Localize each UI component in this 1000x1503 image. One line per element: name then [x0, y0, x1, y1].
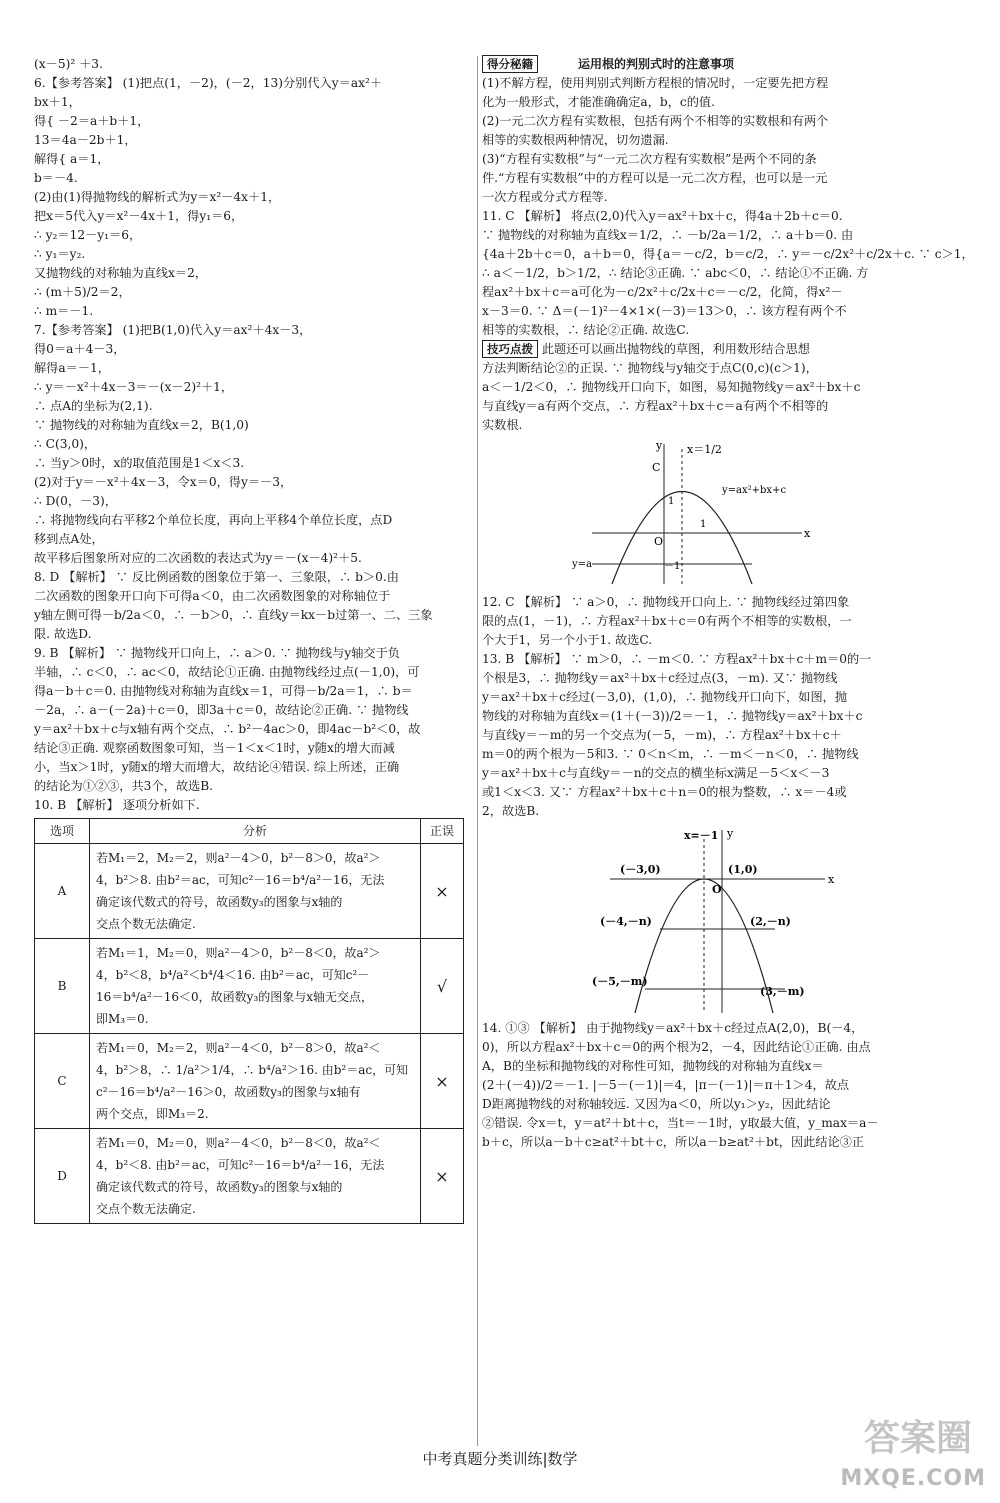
graph1-label-1: 1	[668, 496, 675, 507]
graph1-label-C: C	[652, 461, 661, 474]
analysis-line: 4，b²＞8，∴ 1/a²＞1/4，∴ b⁴/a²＞16. 由b²＝ac，可知	[96, 1063, 409, 1077]
analysis-line: 4，b²＜8. 由b²＝ac，可知c²－16＝b⁴/a²－16，无法	[96, 1158, 385, 1172]
left-lines-line: 9. B 【解析】 ∵ 抛物线开口向上，∴ a＞0. ∵ 抛物线与y轴交于负	[34, 646, 400, 660]
left-lines-line: －2a，∴ a－(－2a)＋c＝0，即3a＋c＝0，故结论②正确. ∵ 抛物线	[34, 703, 409, 717]
left-lines-line: b＝－4.	[34, 171, 78, 185]
analysis-line: 交点个数无法确定.	[96, 1202, 196, 1216]
analysis-line: 4，b²＜8，b⁴/a²＜b⁴/4＜16. 由b²＝ac，可知c²－	[96, 968, 370, 982]
table-header-analysis: 分析	[90, 819, 421, 844]
left-lines-line: ∴ 点A的坐标为(2,1).	[34, 399, 153, 413]
table-cell-analysis	[90, 1034, 421, 1129]
left-lines-line: ∴ (m＋5)/2＝2，	[34, 285, 131, 299]
q13-line: y＝ax²＋bx＋c经过(－3,0)，(1,0)，∴ 抛物线开口向下，如图，抛	[482, 690, 848, 704]
q11-line: x－3＝0. ∵ Δ＝(－1)²－4×1×(－3)＝13＞0，∴ 该方程有两个不	[482, 304, 847, 318]
graph2-label-p4: (2,－n)	[750, 915, 791, 928]
left-lines-line: ∴ m＝－1.	[34, 304, 94, 318]
analysis-line: 即M₃＝0.	[96, 1012, 149, 1026]
tip1-line: 一次方程或分式方程等.	[482, 190, 608, 204]
graph1-label-x: x	[804, 527, 811, 540]
left-lines-line: 的结论为①②③，共3个，故选B.	[34, 779, 214, 793]
graph2-label-x: x	[828, 873, 835, 886]
left-lines-line: 故平移后图象所对应的二次函数的表达式为y＝－(x－4)²＋5.	[34, 551, 362, 565]
graph2-label-O: O	[712, 883, 722, 896]
table-cell-result: ×	[421, 844, 464, 939]
left-lines-line: ∴ y＝－x²＋4x－3＝－(x－2)²＋1，	[34, 380, 234, 394]
left-lines-line: 13＝4a－2b＋1，	[34, 133, 137, 147]
table-header-result: 正误	[421, 819, 464, 844]
question-11	[482, 207, 972, 340]
table-cell-result: ×	[421, 1129, 464, 1224]
left-lines-line: 得0＝a＋4－3，	[34, 342, 126, 356]
left-lines-line: ∴ D(0，－3)，	[34, 494, 117, 508]
left-lines-line: ∴ 将抛物线向右平移2个单位长度，再向上平移4个单位长度，点D	[34, 513, 393, 527]
left-lines-line: ∵ 抛物线的对称轴为直线x＝2，B(1,0)	[34, 418, 249, 432]
graph1-label-1-x: 1	[700, 519, 707, 530]
tip-scoring-text	[482, 74, 972, 207]
left-lines-line: 6.【参考答案】 (1)把点(1，－2)，(－2，13)分别代入y＝ax²＋	[34, 76, 383, 90]
graph1-label-line: y=a	[572, 559, 592, 570]
table-cell-option: B	[35, 939, 90, 1034]
left-lines-line: 7.【参考答案】 (1)把B(1,0)代入y＝ax²＋4x－3，	[34, 323, 312, 337]
left-lines-line: y轴左侧可得－b/2a＜0，∴ －b＞0，∴ 直线y＝kx－b过第一、二、三象	[34, 608, 433, 622]
q11-line: 程ax²＋bx＋c＝a可化为－c/2x²＋c/2x＋c＝－c/2，化简，得x²－	[482, 285, 843, 299]
analysis-table	[34, 818, 464, 1224]
watermark-text: MXQE.COM	[840, 1466, 986, 1491]
q14-line: D距离抛物线的对称轴较远. 又因为a＜0，所以y₁＞y₂，因此结论	[482, 1097, 831, 1111]
table-row	[35, 1129, 464, 1224]
tip1-line: 相等的实数根两种情况，切勿遗漏.	[482, 133, 669, 147]
tip-technique-first-line: 此题还可以画出抛物线的草图，利用数形结合思想	[541, 342, 810, 356]
analysis-line: 确定该代数式的符号，故函数y₃的图象与x轴的	[96, 1180, 343, 1194]
graph2-label-y: y	[727, 827, 734, 840]
analysis-line: 若M₁＝1，M₂＝0，则a²－4＞0，b²－8＜0，故a²＞	[96, 946, 381, 960]
q11-line: 11. C 【解析】 将点(2,0)代入y＝ax²＋bx＋c，得4a＋2b＋c＝0.	[482, 209, 843, 223]
left-lines-line: ∴ C(3,0)，	[34, 437, 97, 451]
q14-line: 14. ①③ 【解析】 由于抛物线y＝ax²＋bx＋c经过点A(2,0)，B(－4，	[482, 1021, 864, 1035]
tip-label-scoring: 得分秘籍	[482, 55, 538, 73]
left-lines-line: ∴ y₁＝y₂.	[34, 247, 86, 261]
table-row	[35, 939, 464, 1034]
q14-line: b＋c，所以a－b＋c≥at²＋bt＋c，所以a－b≥at²＋bt，因此结论③正	[482, 1135, 865, 1149]
left-lines-line: bx＋1，	[34, 95, 81, 109]
question-14	[482, 1019, 972, 1152]
tip1-line: 化为一般形式，才能准确确定a，b，c的值.	[482, 95, 715, 109]
left-lines-line: 得{ －2＝a＋b＋1，	[34, 114, 150, 128]
left-lines-line: 8. D 【解析】 ∵ 反比例函数的图象位于第一、三象限，∴ b＞0.由	[34, 570, 399, 584]
tip-title: 运用根的判别式时的注意事项	[578, 57, 735, 71]
graph1-label-x-eq: x＝1/2	[687, 443, 722, 456]
tip1-line: (2)一元二次方程有实数根，包括有两个不相等的实数根和有两个	[482, 114, 829, 128]
q12-line: 限的点(1，－1)，∴ 方程ax²＋bx＋c＝0有两个不相等的实数根，一	[482, 614, 852, 628]
left-lines-line: 解得a＝－1，	[34, 361, 110, 375]
q12-line: 12. C 【解析】 ∵ a＞0，∴ 抛物线开口向上. ∵ 抛物线经过第四象	[482, 595, 850, 609]
table-cell-analysis	[90, 939, 421, 1034]
graph1-label-curve: y=ax²+bx+c	[722, 485, 787, 496]
left-text-block	[34, 55, 474, 815]
left-lines-line: ∴ y₂＝12－y₁＝6，	[34, 228, 142, 242]
q11-line: 相等的实数根，∴ 结论②正确. 故选C.	[482, 323, 690, 337]
table-cell-option: A	[35, 844, 90, 939]
q13-line: 与直线y＝－m的另一个交点为(－5，－m)，∴ 方程ax²＋bx＋c＋	[482, 728, 842, 742]
q14-line: ②错误. 令x＝t，y＝at²＋bt＋c，当t＝－1时，y取最大值，y_max＝a－	[482, 1116, 879, 1130]
graph2-label-p6: (3,－m)	[760, 985, 805, 998]
analysis-line: 若M₁＝0，M₂＝0，则a²－4＜0，b²－8＜0，故a²＜	[96, 1136, 381, 1150]
page-footer: 中考真题分类训练|数学	[422, 1450, 578, 1468]
left-lines-line: (x－5)² ＋3.	[34, 57, 103, 71]
table-header-option: 选项	[35, 819, 90, 844]
q11-line: {4a＋2b＋c＝0，a＋b＝0，得{a＝－c/2，b＝c/2，∴ y＝－c/2x²＋c/2x＋c. ∵ c＞1，	[482, 247, 974, 261]
graph2-label-p5: (－5,－m)	[592, 975, 648, 988]
analysis-line: 若M₁＝0，M₂＝2，则a²－4＜0，b²－8＞0，故a²＜	[96, 1041, 381, 1055]
left-lines-line: (2)对于y＝－x²＋4x－3，令x＝0，得y＝－3，	[34, 475, 293, 489]
table-cell-analysis	[90, 1129, 421, 1224]
q11-line: ∴ a＜－1/2，b＞1/2，∴ 结论③正确. ∵ abc＜0，∴ 结论①不正确. 方	[482, 266, 869, 280]
table-cell-option: D	[35, 1129, 90, 1224]
table-cell-result: ×	[421, 1034, 464, 1129]
left-lines-line: 限. 故选D.	[34, 627, 92, 641]
watermark-logo: 答案圈	[863, 1418, 972, 1459]
tip1-line: (3)“方程有实数根”与“一元二次方程有实数根”是两个不同的条	[482, 152, 817, 166]
tip2-line: 与直线y＝a有两个交点，∴ 方程ax²＋bx＋c＝a有两个不相等的	[482, 399, 829, 413]
graph1-label-O: O	[654, 535, 664, 548]
tip1-line: (1)不解方程，使用判别式判断方程根的情况时，一定要先把方程	[482, 76, 829, 90]
table-cell-analysis	[90, 844, 421, 939]
tip2-line: a＜－1/2＜0，∴ 抛物线开口向下，如图，易知抛物线y＝ax²＋bx＋c	[482, 380, 861, 394]
right-column	[482, 55, 972, 1152]
left-lines-line: 又抛物线的对称轴为直线x＝2，	[34, 266, 208, 280]
q13-line: 物线的对称轴为直线x＝(1＋(－3))/2＝－1，∴ 抛物线y＝ax²＋bx＋c	[482, 709, 863, 723]
left-lines-line: 结论③正确. 观察函数图象可知，当－1＜x＜1时，y随x的增大而减	[34, 741, 395, 755]
graph1-label-y: y	[656, 439, 663, 452]
q13-line: 个根是3，∴ 抛物线y＝ax²＋bx＋c经过点(3，－m). 又∵ 抛物线	[482, 671, 838, 685]
parabola-graph-1	[572, 439, 822, 589]
q13-line: m＝0的两个根为－5和3. ∵ 0＜n＜m，∴ －m＜－n＜0，∴ 抛物线	[482, 747, 859, 761]
left-lines-line: 移到点A处，	[34, 532, 104, 546]
q13-line: 2，故选B.	[482, 804, 540, 818]
graph2-label-p2: (1,0)	[728, 863, 758, 876]
table-cell-option: C	[35, 1034, 90, 1129]
left-lines-line: 10. B 【解析】 逐项分析如下.	[34, 798, 200, 812]
left-lines-line: 得a－b＋c＝0. 由抛物线对称轴为直线x＝1，可得－b/2a＝1，∴ b＝	[34, 684, 413, 698]
q13-line: y＝ax²＋bx＋c与直线y＝－n的交点的横坐标x满足－5＜x＜－3	[482, 766, 830, 780]
analysis-line: 交点个数无法确定.	[96, 917, 196, 931]
graph2-label-p1: (－3,0)	[620, 863, 661, 876]
graph1-label-neg1: －1	[664, 561, 681, 572]
question-13	[482, 650, 972, 821]
left-lines-line: 二次函数的图象开口向下可得a＜0，由二次函数图象的对称轴位于	[34, 589, 391, 603]
analysis-line: 4，b²＞8. 由b²＝ac，可知c²－16＝b⁴/a²－16，无法	[96, 873, 385, 887]
analysis-line: c²－16＝b⁴/a²－16＞0，故函数y₃的图象与x轴有	[96, 1085, 361, 1099]
left-lines-line: 小，当x＞1时，y随x的增大而增大，故结论④错误. 综上所述，正确	[34, 760, 400, 774]
q13-line: 13. B 【解析】 ∵ m＞0，∴ －m＜0. ∵ 方程ax²＋bx＋c＋m＝0的一	[482, 652, 872, 666]
tip1-line: 件.“方程有实数根”中的方程可以是一元二次方程，也可以是一元	[482, 171, 828, 185]
analysis-line: 若M₁＝2，M₂＝2，则a²－4＞0，b²－8＞0，故a²＞	[96, 851, 381, 865]
q14-line: 0)，所以方程ax²＋bx＋c＝0的两个根为2，－4，因此结论①正确. 由点	[482, 1040, 871, 1054]
q14-line: A，B的坐标和抛物线的对称性可知，抛物线的对称轴为直线x＝	[482, 1059, 824, 1073]
q14-line: (2＋(－4))/2＝－1. |－5－(－1)|＝4，|π－(－1)|＝π＋1＞4，故点	[482, 1078, 850, 1092]
left-column	[34, 55, 474, 1224]
analysis-line: 确定该代数式的符号，故函数y₃的图象与x轴的	[96, 895, 343, 909]
tip-label-technique: 技巧点拨	[482, 340, 538, 358]
graph2-label-x-eq: x=－1	[684, 829, 719, 842]
left-lines-line: 把x＝5代入y＝x²－4x＋1，得y₁＝6，	[34, 209, 244, 223]
q11-line: ∵ 抛物线的对称轴为直线x＝1/2，∴ －b/2a＝1/2，∴ a＋b＝0. 由	[482, 228, 854, 242]
left-lines-line: 半轴，∴ c＜0，∴ ac＜0，故结论①正确. 由抛物线经过点(－1,0)，可	[34, 665, 420, 679]
table-row	[35, 1034, 464, 1129]
tip2-line: 实数根.	[482, 418, 523, 432]
tip2-line: 方法判断结论②的正误. ∵ 抛物线与y轴交于点C(0,c)(c＞1)，	[482, 361, 818, 375]
question-12	[482, 593, 972, 650]
q13-line: 或1＜x＜3. 又∵ 方程ax²＋bx＋c＋n＝0的根为整数，∴ x＝－4或	[482, 785, 847, 799]
column-divider	[477, 56, 478, 1446]
parabola-graph-2	[592, 825, 840, 1015]
tip-technique-text	[482, 359, 972, 435]
analysis-line: 两个交点，即M₃＝2.	[96, 1107, 209, 1121]
left-lines-line: ∴ 当y＞0时，x的取值范围是1＜x＜3.	[34, 456, 245, 470]
table-cell-result: √	[421, 939, 464, 1034]
q12-line: 个大于1，另一个小于1. 故选C.	[482, 633, 653, 647]
left-lines-line: 解得{ a＝1，	[34, 152, 110, 166]
graph2-label-p3: (－4,－n)	[600, 915, 652, 928]
table-row	[35, 844, 464, 939]
left-lines-line: (2)由(1)得抛物线的解析式为y＝x²－4x＋1，	[34, 190, 281, 204]
analysis-line: 16＝b⁴/a²－16＜0，故函数y₃的图象与x轴无交点，	[96, 990, 374, 1004]
left-lines-line: y＝ax²＋bx＋c与x轴有两个交点，∴ b²－4ac＞0，即4ac－b²＜0，故	[34, 722, 421, 736]
